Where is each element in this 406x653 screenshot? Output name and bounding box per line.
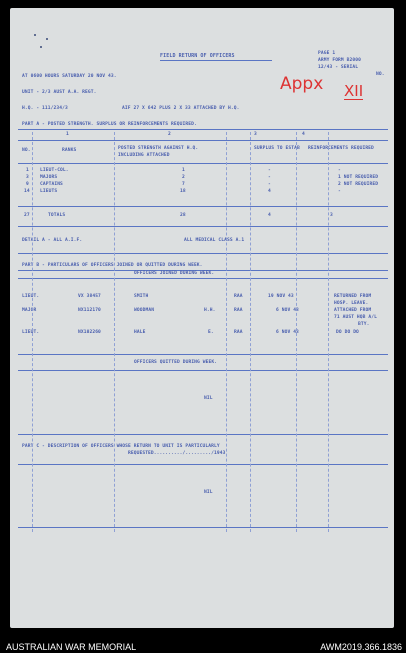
- aif-line: AIF 27 X 642 PLUS 2 X 33 ATTACHED BY H.Q.: [122, 106, 240, 111]
- rule: [18, 464, 388, 465]
- part-a-title: PART A - POSTED STRENGTH. SURPLUS OR REINFORCEMENTS REQUIRED.: [22, 122, 197, 127]
- rule: [18, 129, 388, 130]
- totals-surplus: 4: [268, 213, 271, 218]
- doc-title: FIELD RETURN OF OFFICERS: [160, 53, 235, 59]
- row-rank: LIEUT-COL.: [40, 168, 69, 173]
- unit-line: UNIT - 2/3 AUST A.A. REGT.: [22, 90, 97, 95]
- part-c-title: PART C - DESCRIPTION OF OFFICERS WHOSE RETURN TO UNIT IS PARTICULARLY: [22, 444, 220, 449]
- row-rank: LIEUTS: [40, 189, 58, 194]
- rule: [18, 354, 388, 355]
- joined-name: WOODMAN: [134, 308, 155, 313]
- row-no: 3: [26, 175, 29, 180]
- rule: [18, 163, 388, 164]
- row-surplus: -: [268, 175, 271, 180]
- row-posted: 18: [180, 189, 186, 194]
- col-number: 2: [168, 132, 171, 137]
- form-line2: 12/43 - SERIAL: [318, 65, 359, 70]
- joined-unit: RAA: [234, 294, 243, 299]
- row-surplus: -: [268, 182, 271, 187]
- row-posted: 7: [182, 182, 185, 187]
- joined-remark: 71 AUST HQB A/L: [334, 315, 377, 320]
- rule: [18, 278, 388, 279]
- part-c-title2: REQUESTED........../........./1943: [128, 451, 226, 456]
- column-guide: [328, 132, 329, 532]
- joined-remark: RETURNED FROM: [334, 294, 372, 299]
- column-guide: [32, 132, 33, 532]
- joined-date: 6 NOV 43: [276, 330, 299, 335]
- row-no: 14: [24, 189, 30, 194]
- form-line1: ARMY FORM B2000: [318, 58, 361, 63]
- joined-rank: LIEUT.: [22, 294, 40, 299]
- joined-rank: MAJOR: [22, 308, 37, 313]
- detail-left: DETAIL A - ALL A.I.F.: [22, 238, 83, 243]
- row-no: 1: [26, 168, 29, 173]
- rule: [18, 527, 388, 528]
- column-guide: [226, 132, 227, 532]
- col-header-reinf: REINFORCEMENTS REQUIRED: [308, 146, 374, 151]
- joined-init: E.: [208, 330, 214, 335]
- rule: [18, 434, 388, 435]
- quitted-value: NIL: [204, 396, 213, 401]
- rule: [18, 226, 388, 227]
- joined-number: NX112170: [78, 308, 101, 313]
- row-rank: MAJORS: [40, 175, 58, 180]
- appendix-annotation: Appx: [280, 74, 324, 94]
- row-reinf: 2 NOT REQUIRED: [338, 182, 379, 187]
- totals-posted: 28: [180, 213, 186, 218]
- part-b-title: PART B - PARTICULARS OF OFFICERS JOINED OR QUITTED DURING WEEK.: [22, 263, 203, 268]
- row-surplus: 4: [268, 189, 271, 194]
- joined-number: NX102260: [78, 330, 101, 335]
- footer-left: AUSTRALIAN WAR MEMORIAL: [6, 642, 137, 652]
- col-number: 4: [302, 132, 305, 137]
- punch-mark: [46, 38, 48, 40]
- joined-date: 19 NOV 43: [268, 294, 294, 299]
- col-number: 1: [66, 132, 69, 137]
- rule: [18, 370, 388, 371]
- joined-remark: ATTACHED FROM: [334, 308, 372, 313]
- joined-init: H.H.: [204, 308, 216, 313]
- row-posted: 2: [182, 175, 185, 180]
- col-number: 3: [254, 132, 257, 137]
- detail-right: ALL MEDICAL CLASS A.1: [184, 238, 245, 243]
- part-c-value: NIL: [204, 490, 213, 495]
- joined-name: SMITH: [134, 294, 149, 299]
- rule: [18, 140, 388, 141]
- joined-name: HALE: [134, 330, 146, 335]
- row-reinf: -: [338, 189, 341, 194]
- document-sheet: [10, 8, 394, 628]
- punch-mark: [40, 46, 42, 48]
- joined-unit: RAA: [234, 330, 243, 335]
- rule: [18, 253, 388, 254]
- totals-reinf: 3: [330, 213, 333, 218]
- title-underline: [160, 60, 272, 61]
- col-header-surplus: SURPLUS TO ESTAB: [254, 146, 300, 151]
- joined-number: VX 38457: [78, 294, 101, 299]
- punch-mark: [34, 34, 36, 36]
- report-timestamp: AT 0600 HOURS SATURDAY 20 NOV 43.: [22, 74, 117, 79]
- quitted-title: OFFICERS QUITTED DURING WEEK.: [134, 360, 218, 365]
- joined-remark: BTY.: [358, 322, 370, 327]
- joined-rank: LIEUT.: [22, 330, 40, 335]
- column-guide: [114, 132, 115, 532]
- joined-remark: DO DO DO: [336, 330, 359, 335]
- joined-date: 6 NOV 43: [276, 308, 299, 313]
- footer-right: AWM2019.366.1836: [320, 642, 402, 652]
- row-reinf: 1 NOT REQUIRED: [338, 175, 379, 180]
- rule: [18, 206, 388, 207]
- totals-no: 27: [24, 213, 30, 218]
- joined-remark: HOSP. LEAVE.: [334, 301, 369, 306]
- row-surplus: -: [268, 168, 271, 173]
- joined-title: OFFICERS JOINED DURING WEEK.: [134, 271, 215, 276]
- row-no: 9: [26, 182, 29, 187]
- totals-label: TOTALS: [48, 213, 66, 218]
- column-guide: [296, 132, 297, 532]
- hq-line: H.Q. - 111/234/3: [22, 106, 68, 111]
- appendix-number: XII: [344, 82, 364, 100]
- page-number: PAGE 1: [318, 51, 336, 56]
- row-posted: 1: [182, 168, 185, 173]
- column-guide: [250, 132, 251, 532]
- col-header-ranks: RANKS: [62, 148, 77, 153]
- joined-unit: RAA: [234, 308, 243, 313]
- row-rank: CAPTAINS: [40, 182, 63, 187]
- col-header-no: NO.: [22, 148, 31, 153]
- col-header-posted: POSTED STRENGTH AGAINST H.Q. INCLUDING ATTACHED: [118, 146, 199, 158]
- row-reinf: -: [338, 168, 341, 173]
- form-line3: NO.: [376, 72, 385, 77]
